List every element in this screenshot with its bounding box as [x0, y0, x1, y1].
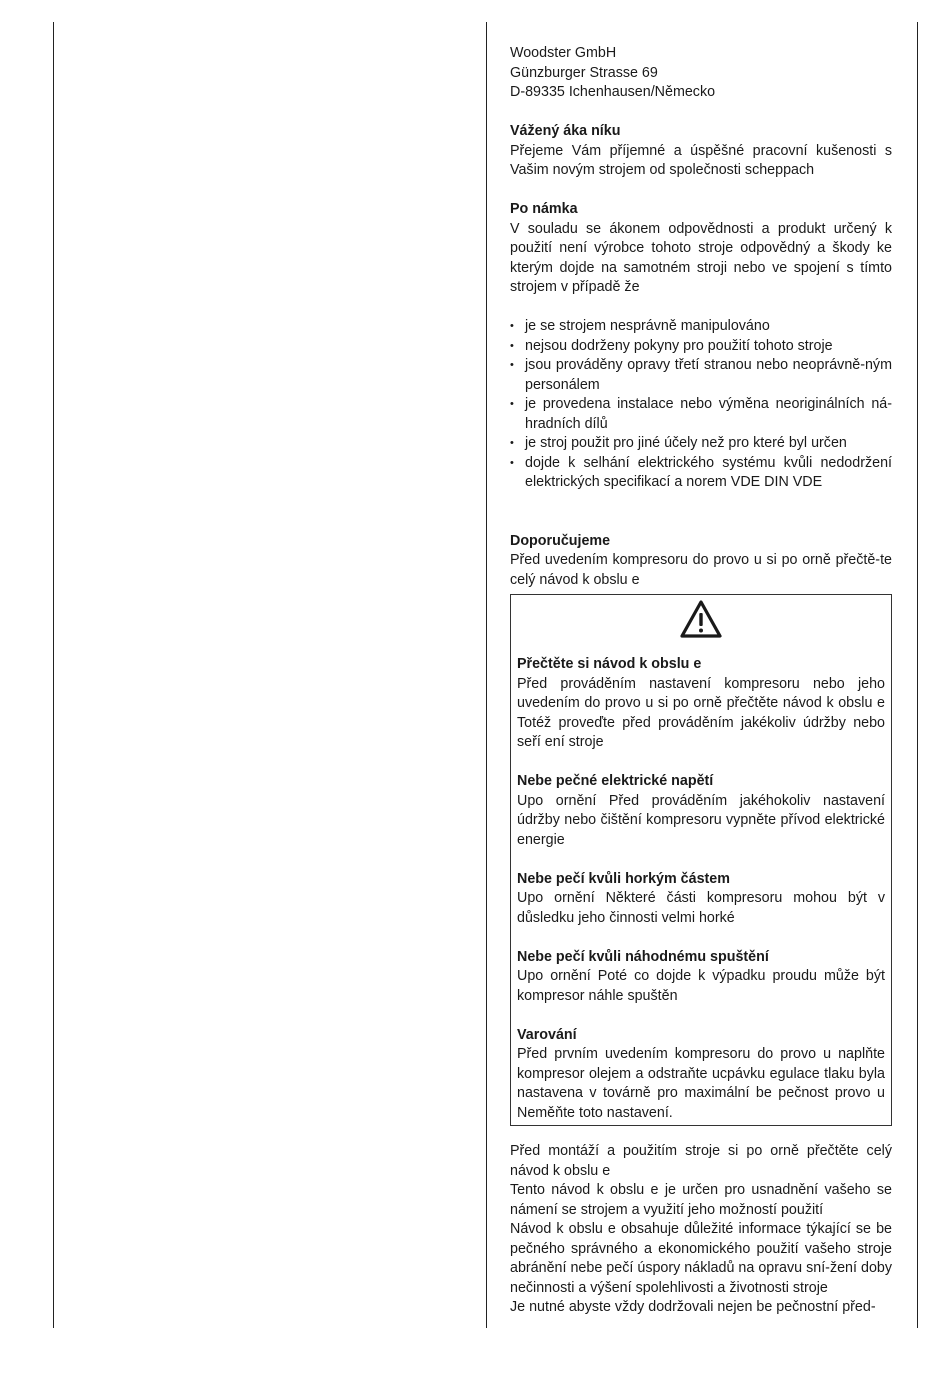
- warning-icon-holder: [517, 599, 885, 647]
- warning-text: Upo ornění Poté co dojde k výpadku proudu může být kompresor náhle spuštěn: [517, 968, 885, 1004]
- warning-text: Upo ornění Některé části kompresoru mohou být v důsledku jeho činnosti velmi horké: [517, 890, 885, 926]
- column-divider-rule: [486, 22, 487, 1328]
- notice-section: [510, 200, 892, 298]
- warning-hot-parts: [517, 870, 885, 929]
- warning-accidental-start: [517, 948, 885, 1007]
- greeting-section: [510, 122, 892, 181]
- closing-paragraph: Před montáží a použitím stroje si po orně přečtěte celý návod k obslu e: [510, 1143, 892, 1179]
- warning-text: Upo ornění Před prováděním jakéhokoliv nastavení údržby nebo čištění kompresoru vypněte přívod elektrické energie: [517, 792, 885, 848]
- list-item: • je se strojem nesprávně manipulováno: [510, 317, 892, 337]
- manual-intro-section: [510, 1142, 892, 1318]
- warning-heading: Nebe pečí kvůli náhodnému spuštění: [517, 948, 769, 965]
- list-item: • je provedena instalace nebo výměna neoriginálních ná-hradních dílů: [510, 395, 892, 434]
- list-item: • je stroj použit pro jiné účely než pro které byl určen: [510, 434, 892, 454]
- manufacturer-address: [510, 44, 892, 103]
- warning-read-manual: [517, 655, 885, 753]
- address-line-company: Woodster GmbH: [510, 45, 617, 61]
- warning-caution: [517, 1026, 885, 1124]
- list-item: • dojde k selhání elektrického systému kvůli nedodržení elektrických specifikací a norem VDE DIN VDE: [510, 454, 892, 493]
- recommend-text: Před uvedením kompresoru do provo u si po orně přečtě-te celý návod k obslu e: [510, 552, 892, 588]
- warning-heading: Přečtěte si návod k obslu e: [517, 656, 702, 672]
- notice-text: V souladu se ákonem odpovědnosti a produkt určený k použití není výrobce tohoto stroje odpovědný a škody ke kterým dojde na samotném stroji nebo ve spojení s tímto strojem v případě že: [510, 220, 892, 295]
- warning-electric-voltage: [517, 772, 885, 850]
- warning-heading: Varování: [517, 1026, 577, 1043]
- right-text-column: [510, 44, 892, 1318]
- address-line-street: Günzburger Strasse 69: [510, 64, 658, 81]
- warning-text: Před prvním uvedením kompresoru do provo u naplňte kompresor olejem a odstraňte ucpávku egulace tlaku byla nastavena v továrně pro maximální be pečnost provo u Neměňte toto nastavení.: [517, 1046, 885, 1121]
- greeting-heading: Vážený áka níku: [510, 123, 621, 139]
- safety-warning-box: [510, 594, 892, 1126]
- right-margin-rule: [917, 22, 918, 1328]
- warning-heading: Nebe pečné elektrické napětí: [517, 773, 714, 789]
- liability-bullet-list: [510, 317, 892, 493]
- warning-triangle-icon: [679, 599, 723, 639]
- recommend-heading: Doporučujeme: [510, 532, 611, 549]
- warning-text: Před prováděním nastavení kompresoru nebo jeho uvedením do provo u si po orně přečtěte návod k obslu e Totéž proveďte před prováděním jakékoliv údržby nebo seří ení stroje: [517, 675, 885, 750]
- closing-paragraph: Je nutné abyste vždy dodržovali nejen be pečnostní před-: [510, 1299, 876, 1315]
- notice-heading: Po námka: [510, 201, 578, 217]
- closing-paragraph: Tento návod k obslu e je určen pro usnadnění vašeho se námení se strojem a využití jeho možností použití: [510, 1182, 892, 1218]
- list-item: • nejsou dodrženy pokyny pro použití tohoto stroje: [510, 337, 892, 357]
- left-margin-rule: [53, 22, 54, 1328]
- warning-heading: Nebe pečí kvůli horkým částem: [517, 870, 730, 887]
- closing-paragraph: Návod k obslu e obsahuje důležité informace týkající se be pečného správného a ekonomického použití vašeho stroje abránění nebe pečí úspory nákladů na opravu sní-žení doby nečinnosti a výšení spolehlivosti a životnosti stroje: [510, 1221, 892, 1296]
- recommend-section: [510, 532, 892, 591]
- address-line-city: D-89335 Ichenhausen/Německo: [510, 84, 716, 100]
- greeting-text: Přejeme Vám příjemné a úspěšné pracovní kušenosti s Vašim novým strojem od společnosti scheppach: [510, 142, 892, 178]
- list-item: • jsou prováděny opravy třetí stranou nebo neoprávně-ným personálem: [510, 356, 892, 395]
